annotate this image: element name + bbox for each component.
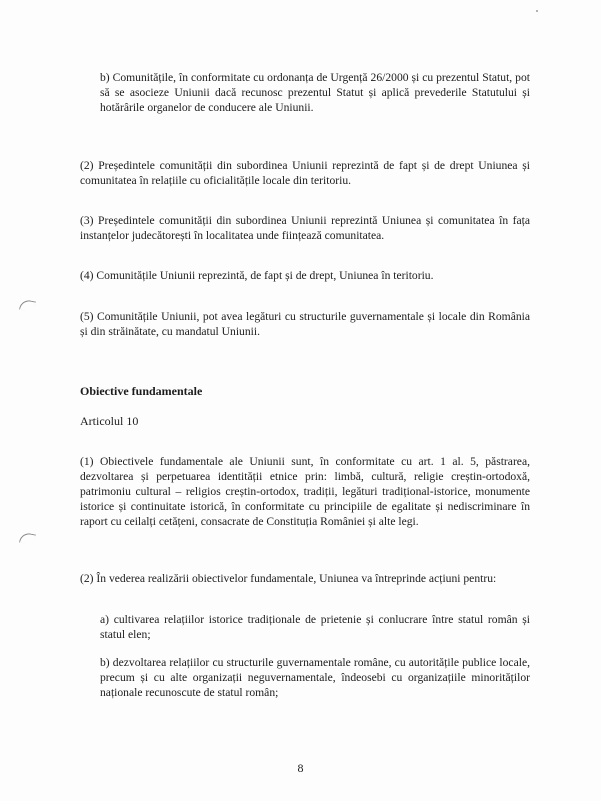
punch-hole-mark: [19, 299, 36, 313]
paragraph-4-communities-territory: (4) Comunitățile Uniunii reprezintă, de fapt și de drept, Uniunea în teritoriu.: [80, 269, 434, 282]
article-title: Articolul 10: [80, 414, 139, 428]
paragraph-3-president-courts: (3) Președintele comunității din subordinea Uniunii reprezintă Uniunea și comunitatea în fața instanțelor judecătorești în localitatea unde ființează comunitatea.: [80, 214, 530, 242]
paragraph-2-actions: (2) În vederea realizării obiectivelor fundamentale, Uniunea va întreprinde acțiuni pentru:: [80, 572, 497, 585]
paragraph-2-president-local: (2) Președintele comunității din subordinea Uniunii reprezintă de fapt și de drept Uniunea și comunitatea în relațiile cu oficialitățile locale din teritoriu.: [80, 159, 530, 187]
item-a-relations: a) cultivarea relațiilor istorice tradiționale de prietenie și conlucrare între statul român și statul elen;: [100, 613, 530, 641]
paragraph-5-communities-links: (5) Comunitățile Uniunii, pot avea legături cu structurile guvernamentale și locale din România și din străinătate, cu mandatul Uniunii.: [80, 310, 530, 338]
section-heading: Obiective fundamentale: [80, 384, 203, 398]
punch-hole-mark: [19, 532, 36, 546]
item-b-development: b) dezvoltarea relațiilor cu structurile guvernamentale române, cu autoritățile publice locale, precum și cu alte organizații neguvernamentale, îndeosebi cu organizațiile minorităților naționale recunoscute de statul român;: [100, 656, 530, 699]
scan-speck: [536, 10, 538, 12]
paragraph-b-communities: b) Comunitățile, în conformitate cu ordonanța de Urgență 26/2000 și cu prezentul Statut, pot să se asocieze Uniunii dacă recunosc prezentul Statut și aplică prevederile Statutului și hotărârile organelor de conducere ale Uniunii.: [100, 71, 530, 114]
paragraph-1-objectives: (1) Obiectivele fundamentale ale Uniunii sunt, în conformitate cu art. 1 al. 5, păstrarea, dezvoltarea și perpetuarea identității etnice prin: limbă, cultură, religie creștin-ortodoxă, patrimoniu cultural – religios creștin-ortodox, tradiții, legături tradițional-istorice, monumente istorice și continuitate istorică, în conformitate cu principiile de egalitate și nediscriminare în raport cu ceilalți cetățeni, consacrate de Constituția României și alte legi.: [80, 455, 530, 528]
page-number: 8: [297, 761, 304, 775]
